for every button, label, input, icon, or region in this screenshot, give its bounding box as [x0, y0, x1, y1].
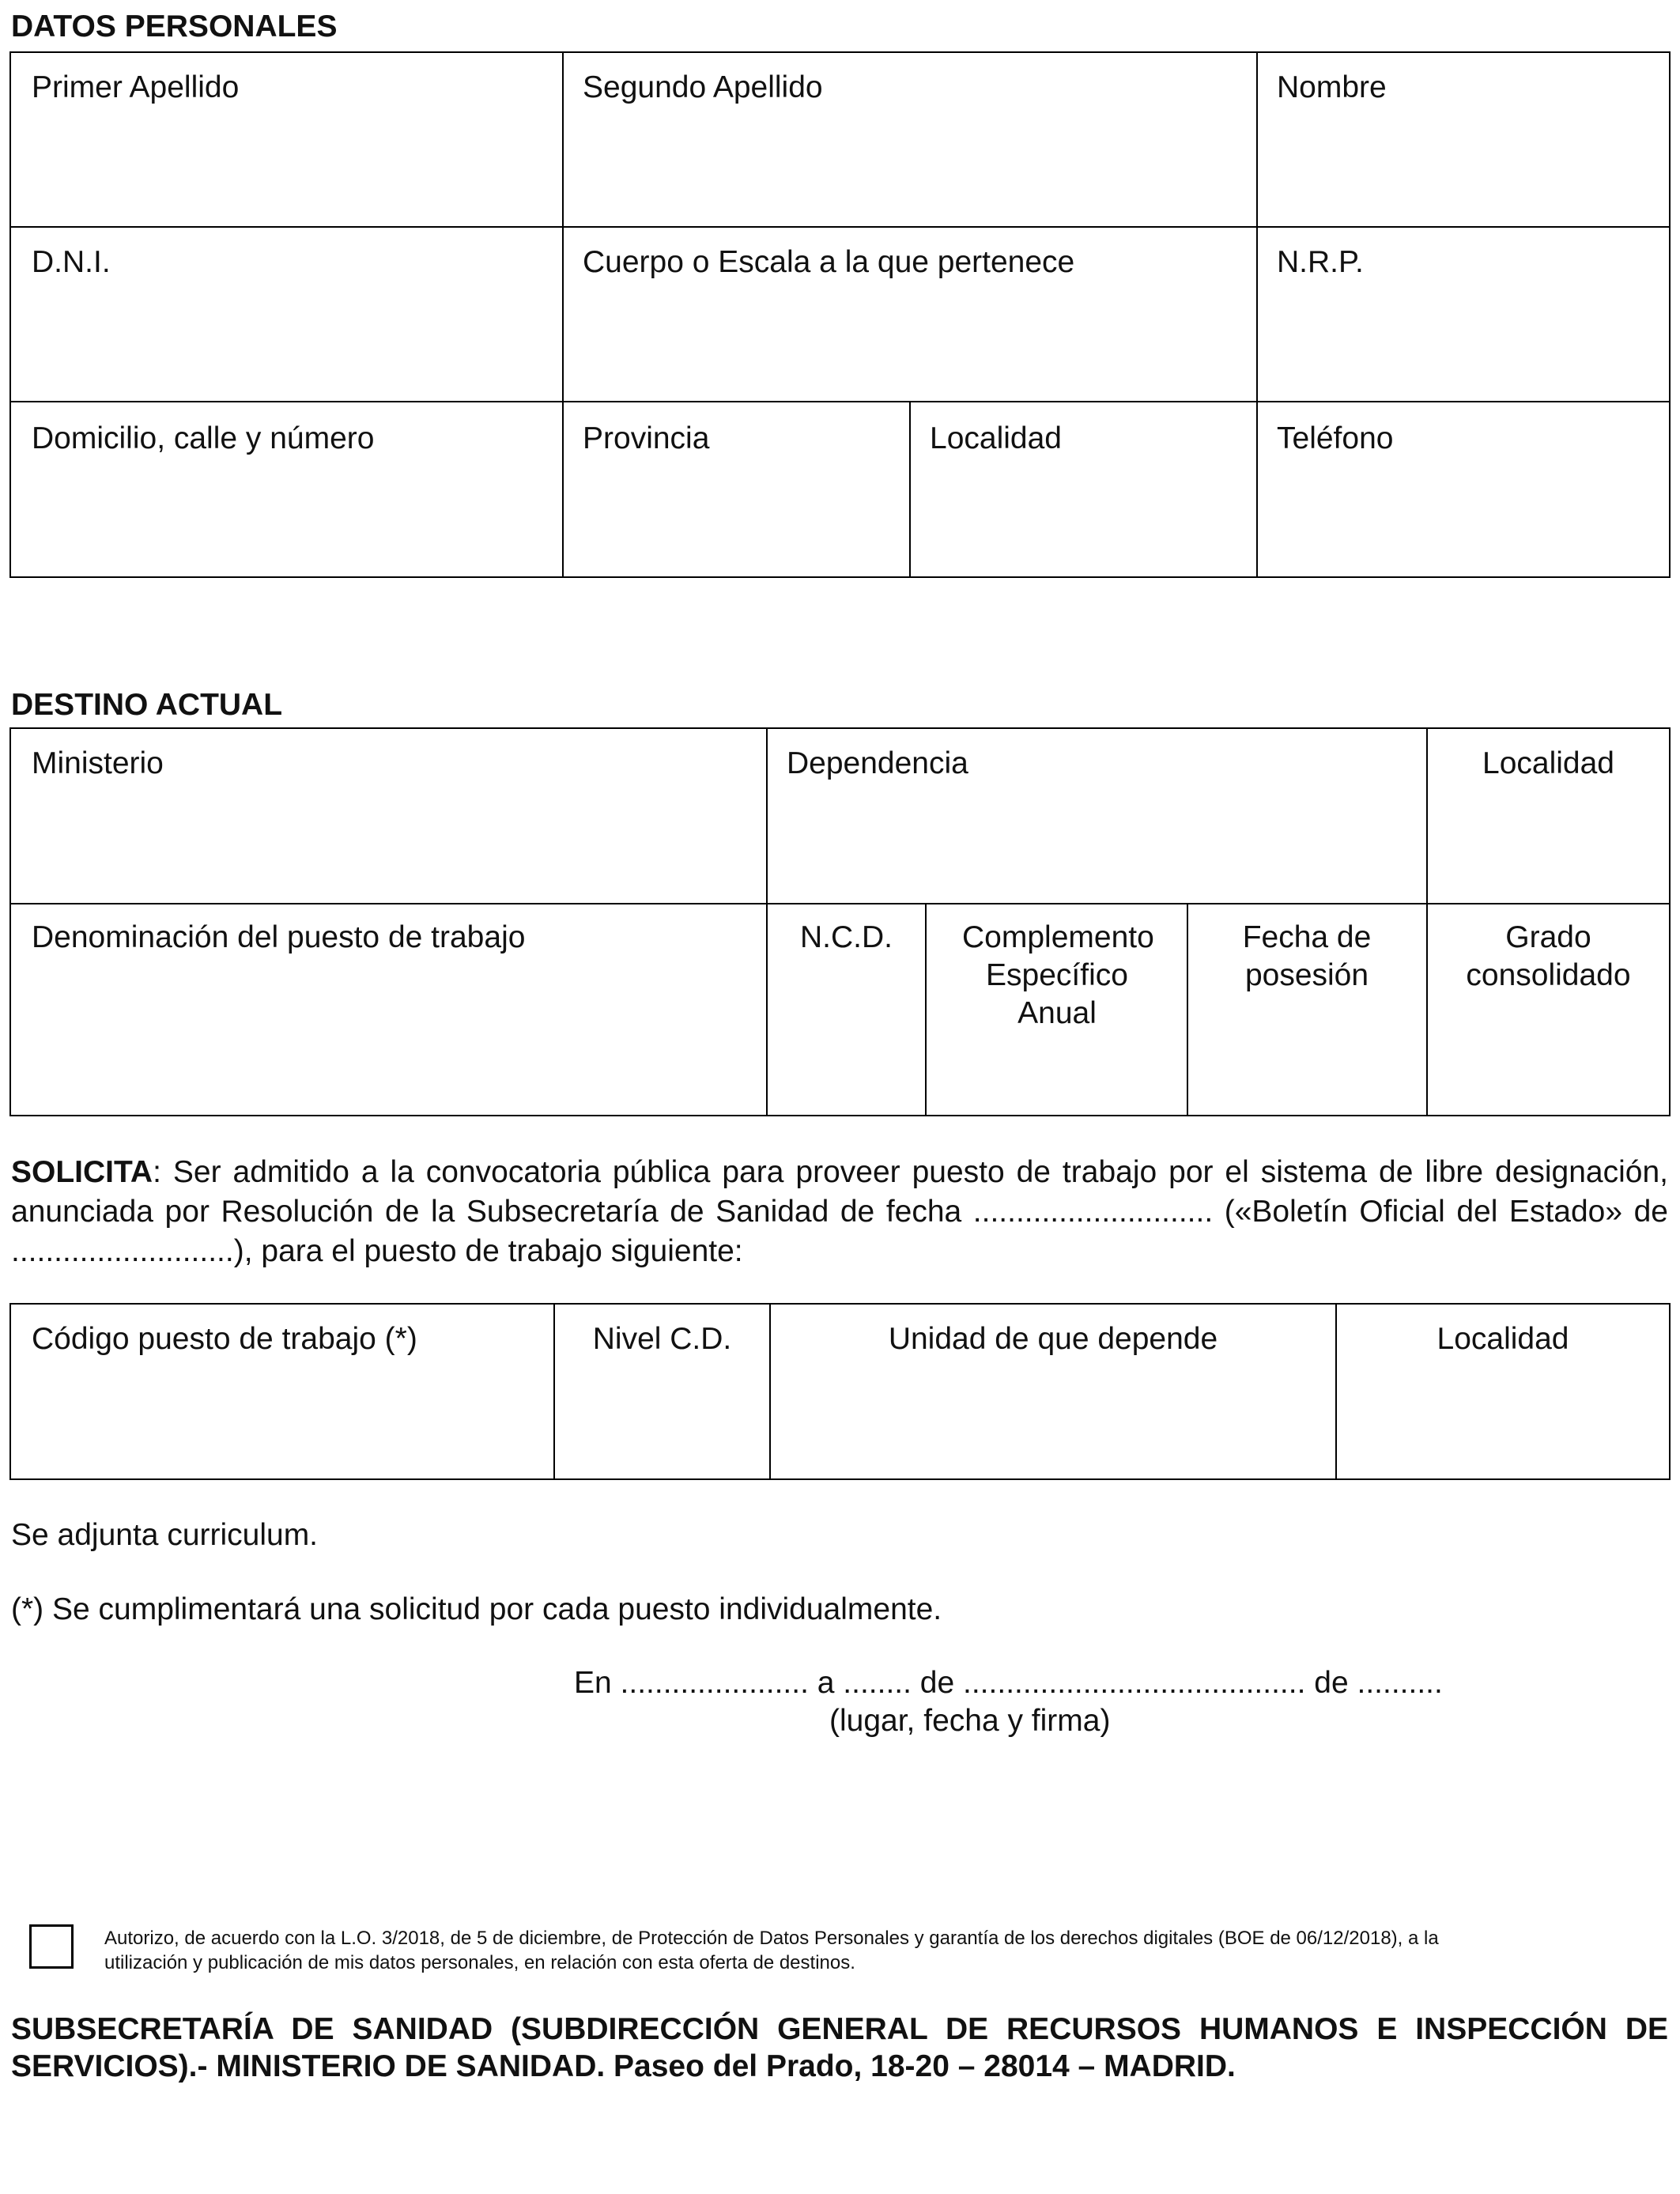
solicita-label: SOLICITA — [11, 1155, 153, 1189]
signature-line: En ...................... a ........ de ........................................ de .......... — [574, 1666, 1443, 1700]
label-nrp: N.R.P. — [1277, 245, 1364, 279]
cell-dni — [9, 226, 564, 402]
cell-complemento — [925, 903, 1188, 1116]
cell-nivel-cd — [553, 1303, 771, 1480]
cell-domicilio — [9, 401, 564, 578]
input-complemento[interactable] — [942, 1055, 1172, 1102]
input-localidad-destino[interactable] — [1444, 816, 1653, 863]
input-nivel-cd[interactable] — [571, 1392, 753, 1439]
cell-telefono — [1256, 401, 1671, 578]
cell-codigo-puesto — [9, 1303, 555, 1480]
label-localidad-puesto: Localidad — [1436, 1322, 1569, 1356]
section-title-destino-actual: DESTINO ACTUAL — [11, 688, 283, 722]
cell-grado — [1426, 903, 1671, 1116]
input-unidad[interactable] — [790, 1392, 1312, 1439]
label-localidad-destino: Localidad — [1482, 746, 1614, 780]
cell-dependencia — [766, 727, 1428, 904]
input-localidad-puesto[interactable] — [1356, 1392, 1648, 1439]
note-curriculum: Se adjunta curriculum. — [11, 1518, 319, 1552]
cell-ministerio — [9, 727, 768, 904]
cell-denominacion — [9, 903, 768, 1116]
footer-address: SUBSECRETARÍA DE SANIDAD (SUBDIRECCIÓN GENERAL DE RECURSOS HUMANOS E INSPECCIÓN DE SERVICIOS).- MINISTERIO DE SANIDAD. Paseo del Prado, 18-20 – 28014 – MADRID. — [11, 2012, 1668, 2083]
cell-nrp — [1256, 226, 1671, 402]
input-telefono[interactable] — [1277, 489, 1648, 537]
label-telefono: Teléfono — [1277, 421, 1394, 455]
input-dni[interactable] — [32, 315, 538, 362]
cell-ncd — [766, 903, 927, 1116]
label-codigo-puesto: Código puesto de trabajo (*) — [32, 1322, 417, 1356]
input-nrp[interactable] — [1277, 315, 1648, 362]
label-dependencia: Dependencia — [787, 746, 968, 780]
cell-fecha-posesion — [1187, 903, 1428, 1116]
note-individual: (*) Se cumplimentará una solicitud por cada puesto individualmente. — [11, 1592, 942, 1626]
input-grado[interactable] — [1444, 1039, 1653, 1086]
section-title-datos-personales: DATOS PERSONALES — [11, 9, 338, 43]
label-localidad-personal: Localidad — [930, 421, 1062, 455]
label-nombre: Nombre — [1277, 70, 1387, 104]
input-domicilio[interactable] — [32, 489, 538, 537]
cell-cuerpo-escala — [562, 226, 1258, 402]
input-ncd[interactable] — [780, 1039, 914, 1086]
input-nombre[interactable] — [1277, 140, 1648, 187]
cell-primer-apellido — [9, 51, 564, 228]
label-segundo-apellido: Segundo Apellido — [583, 70, 823, 104]
cell-nombre — [1256, 51, 1671, 228]
consent-checkbox[interactable] — [29, 1924, 74, 1969]
cell-localidad-destino — [1426, 727, 1671, 904]
label-grado: Grado consolidado — [1466, 920, 1631, 992]
cell-localidad-personal — [909, 401, 1258, 578]
signature-caption: (lugar, fecha y firma) — [829, 1704, 1111, 1738]
label-dni: D.N.I. — [32, 245, 111, 279]
cell-provincia — [562, 401, 911, 578]
label-complemento: Complemento Específico Anual — [962, 920, 1154, 1030]
label-nivel-cd: Nivel C.D. — [592, 1322, 732, 1356]
label-domicilio: Domicilio, calle y número — [32, 421, 375, 455]
solicita-text: : Ser admitido a la convocatoria pública para proveer puesto de trabajo por el sistema de libre designación, anunciada por Resolución de la Subsecretaría de Sanidad de fecha ............................ («Boletín Oficial del Estado» de ..........................), para el puesto de trabajo siguiente: — [11, 1155, 1668, 1268]
cell-segundo-apellido — [562, 51, 1258, 228]
solicita-paragraph — [11, 1153, 1668, 1271]
label-provincia: Provincia — [583, 421, 710, 455]
input-segundo-apellido[interactable] — [583, 140, 1231, 187]
input-dependencia[interactable] — [787, 816, 1403, 863]
input-localidad-personal[interactable] — [930, 489, 1238, 537]
input-denominacion[interactable] — [32, 1039, 743, 1086]
consent-text: Autorizo, de acuerdo con la L.O. 3/2018, de 5 de diciembre, de Protección de Datos Personales y garantía de los derechos digitales (BOE de 06/12/2018), a la utilización y publicación de mis datos personales, en relación con esta oferta de destinos. — [104, 1928, 1439, 1973]
input-cuerpo-escala[interactable] — [583, 315, 1231, 362]
input-codigo-puesto[interactable] — [32, 1392, 530, 1439]
label-cuerpo-escala: Cuerpo o Escala a la que pertenece — [583, 245, 1075, 279]
label-fecha-posesion: Fecha de posesión — [1242, 920, 1372, 992]
input-primer-apellido[interactable] — [32, 140, 538, 187]
label-denominacion: Denominación del puesto de trabajo — [32, 920, 526, 954]
input-ministerio[interactable] — [32, 816, 743, 863]
label-unidad: Unidad de que depende — [888, 1322, 1218, 1356]
cell-localidad-puesto — [1335, 1303, 1671, 1480]
input-fecha-posesion[interactable] — [1204, 1039, 1414, 1086]
input-provincia[interactable] — [583, 489, 891, 537]
label-ncd: N.C.D. — [800, 920, 893, 954]
label-primer-apellido: Primer Apellido — [32, 70, 240, 104]
label-ministerio: Ministerio — [32, 746, 164, 780]
cell-unidad — [769, 1303, 1337, 1480]
